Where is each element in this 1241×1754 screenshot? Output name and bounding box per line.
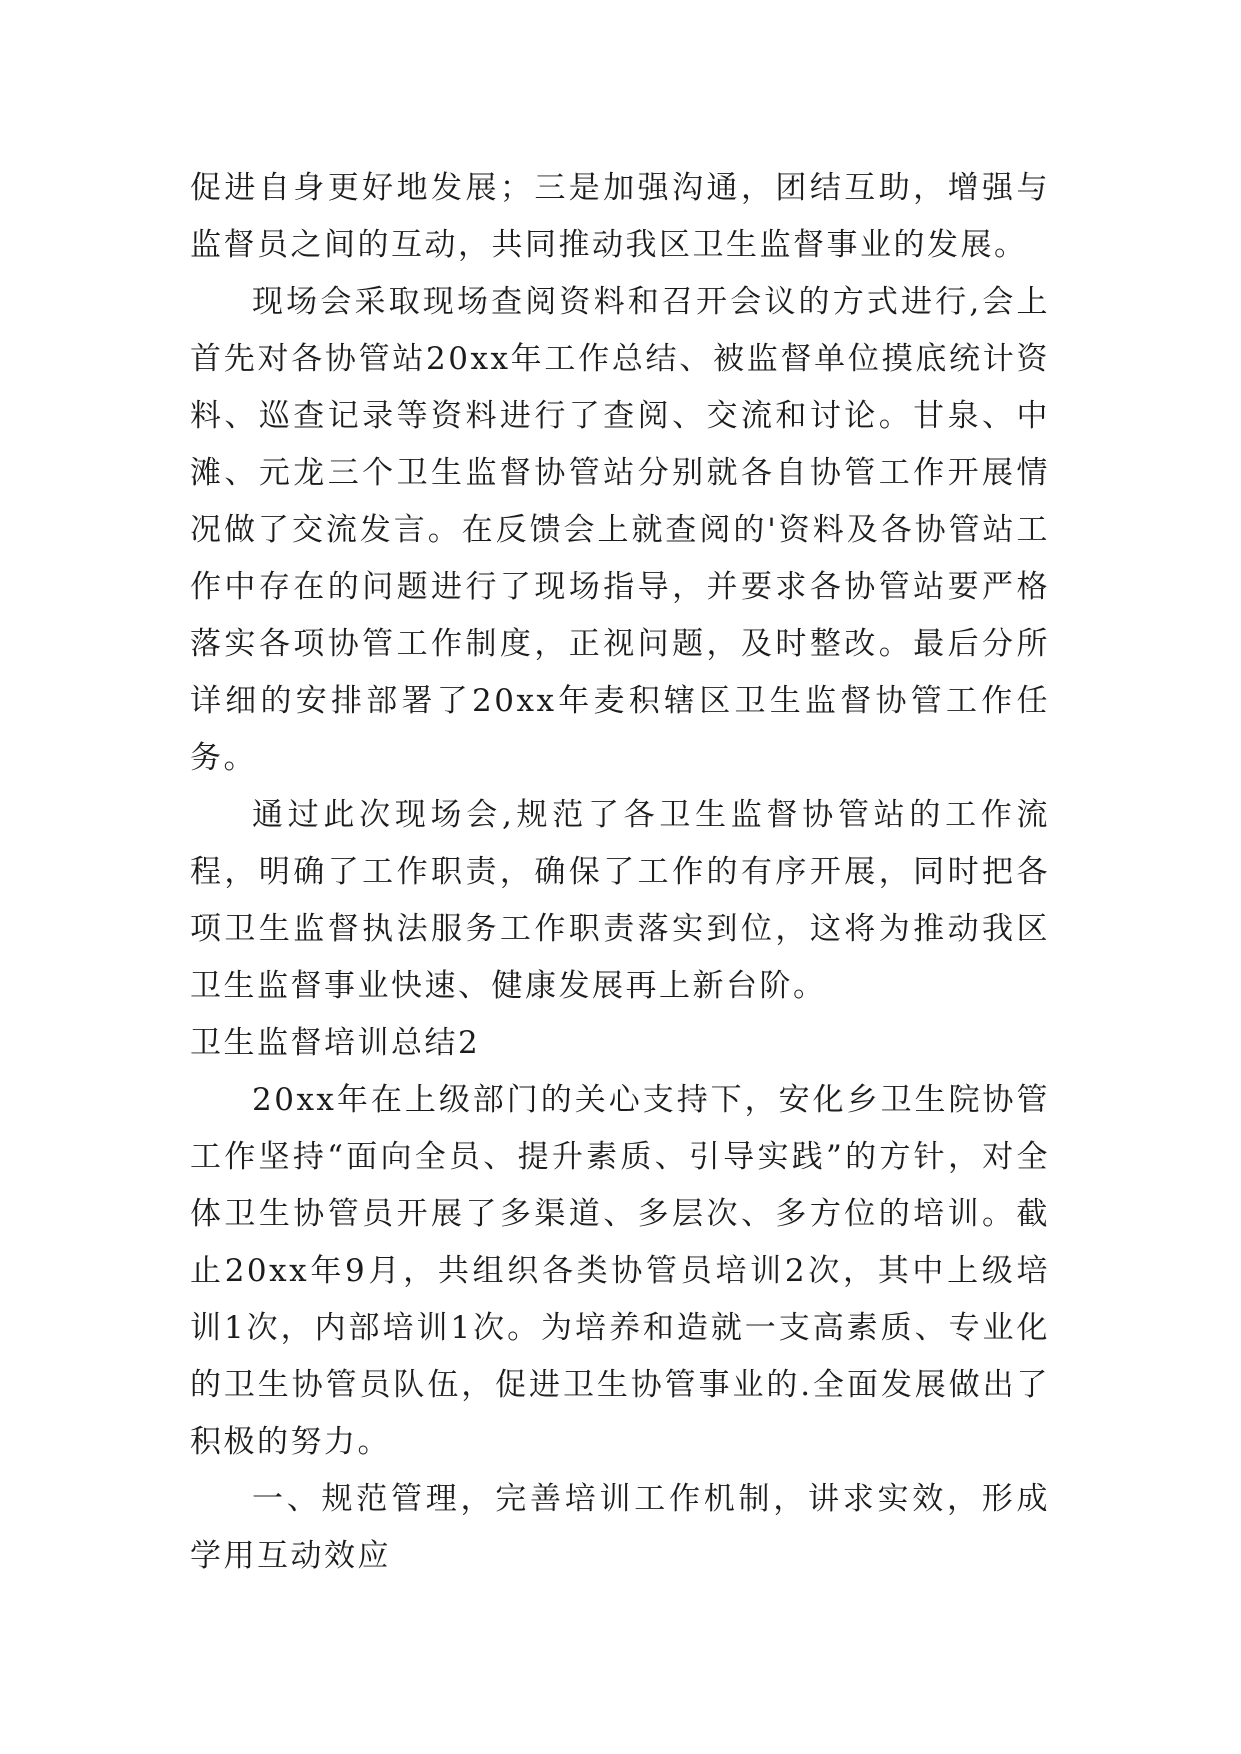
paragraph-training-overview: 20xx年在上级部门的关心支持下，安化乡卫生院协管工作坚持“面向全员、提升素质、引导实践”的方针，对全体卫生协管员开展了多渠道、多层次、多方位的培训。截止20xx年9月，共组织各类协管员培训2次，其中上级培训1次，内部培训1次。为培养和造就一支高素质、专业化的卫生协管员队伍，促进卫生协管事业的.全面发展做出了积极的努力。 — [190, 1082, 1050, 1460]
section-heading: 卫生监督培训总结2 — [190, 1025, 481, 1061]
paragraph-site-meeting: 现场会采取现场查阅资料和召开会议的方式进行,会上首先对各协管站20xx年工作总结、被监督单位摸底统计资料、巡查记录等资料进行了查阅、交流和讨论。甘泉、中滩、元龙三个卫生监督协管站分别就各自协管工作开展情况做了交流发言。在反馈会上就查阅的'资料及各协管站工作中存在的问题进行了现场指导，并要求各协管站要严格落实各项协管工作制度，正视问题，及时整改。最后分所详细的安排部署了20xx年麦积辖区卫生监督协管工作任务。 — [190, 284, 1050, 776]
paragraph-subheading-one: 一、规范管理，完善培训工作机制，讲求实效，形成学用互动效应 — [190, 1481, 1050, 1574]
document-body — [190, 160, 1050, 1585]
paragraph-continuation: 促进自身更好地发展；三是加强沟通，团结互助，增强与监督员之间的互动，共同推动我区卫生监督事业的发展。 — [190, 170, 1050, 263]
paragraph-meeting-outcome: 通过此次现场会,规范了各卫生监督协管站的工作流程，明确了工作职责，确保了工作的有序开展，同时把各项卫生监督执法服务工作职责落实到位，这将为推动我区卫生监督事业快速、健康发展再上新台阶。 — [190, 797, 1050, 1004]
